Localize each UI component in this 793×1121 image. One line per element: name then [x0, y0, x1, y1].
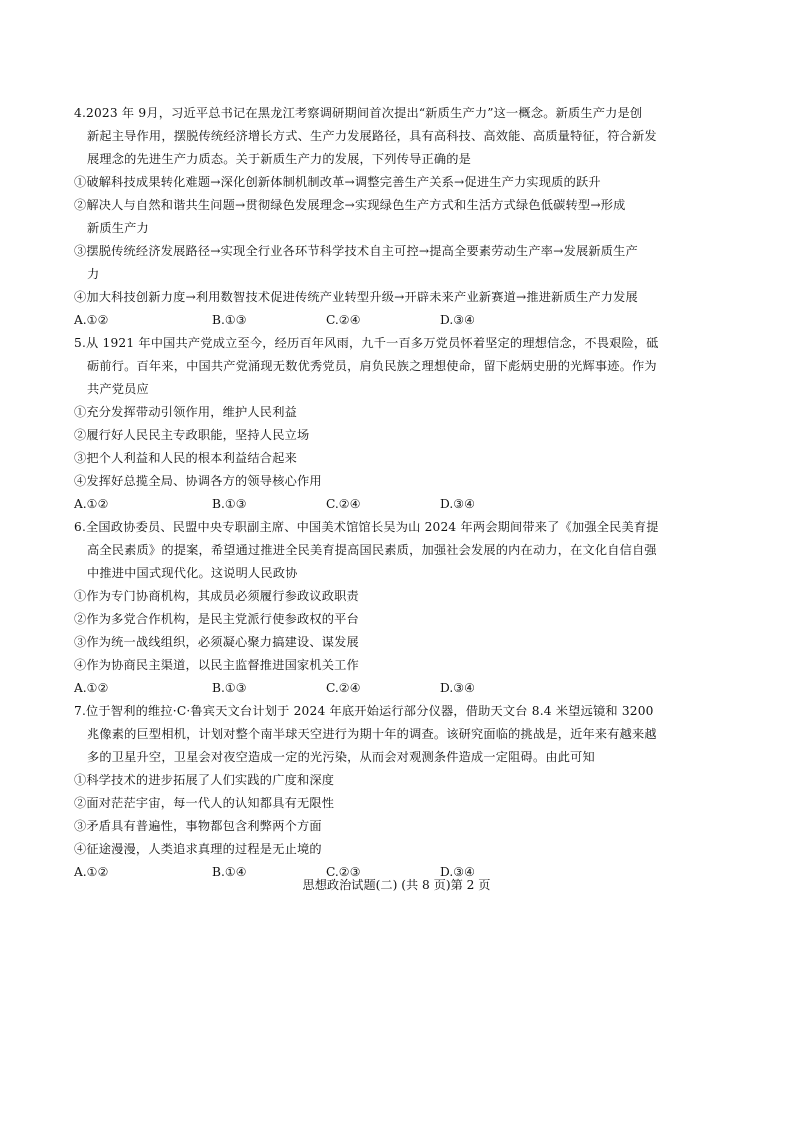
statement-option: ①破解科技成果转化难题→深化创新体制机制改革→调整完善生产关系→促进生产力实现质的跃升 — [74, 175, 601, 189]
answer-choices — [74, 496, 514, 512]
statement-option: ④加大科技创新力度→利用数智技术促进传统产业转型升级→开辟未来产业新赛道→推进新质生产力发展 — [74, 290, 638, 304]
statement-option: ②作为多党合作机构，是民主党派行使参政权的平台 — [74, 612, 359, 626]
answer-choices — [74, 312, 514, 328]
answer-choice-a[interactable]: A.①② — [74, 313, 109, 327]
question-stem-line: 砺前行。百年来，中国共产党涌现无数优秀党员，肩负民族之理想使命，留下彪炳史册的光辉事迹。作为 — [87, 359, 657, 373]
answer-choice-c[interactable]: C.②④ — [326, 313, 361, 327]
statement-option: ③矛盾具有普遍性，事物都包含利弊两个方面 — [74, 819, 322, 833]
answer-choice-c[interactable]: C.②③ — [326, 865, 361, 879]
question-stem-line: 新起主导作用，摆脱传统经济增长方式、生产力发展路径，具有高科技、高效能、高质量特征，符合新发 — [87, 129, 657, 143]
statement-option: ②履行好人民民主专政职能，坚持人民立场 — [74, 428, 310, 442]
question-stem-line: 多的卫星升空，卫星会对夜空造成一定的光污染，从而会对观测条件造成一定阻碍。由此可知 — [87, 750, 595, 764]
statement-option: 新质生产力 — [87, 221, 149, 235]
question-stem-line: 共产党员应 — [87, 382, 149, 396]
statement-option: ④发挥好总揽全局、协调各方的领导核心作用 — [74, 474, 322, 488]
answer-choice-a[interactable]: A.①② — [74, 865, 109, 879]
question-stem-line: 中推进中国式现代化。这说明人民政协 — [87, 566, 298, 580]
statement-option: ③摆脱传统经济发展路径→实现全行业各环节科学技术自主可控→提高全要素劳动生产率→发展新质生产 — [74, 244, 638, 258]
answer-choices — [74, 680, 514, 696]
answer-choice-c[interactable]: C.②④ — [326, 497, 361, 511]
question-stem-line: 兆像素的巨型相机，计划对整个南半球天空进行为期十年的调查。该研究面临的挑战是，近年来有越来越 — [87, 727, 657, 741]
statement-option: ④征途漫漫，人类追求真理的过程是无止境的 — [74, 842, 322, 856]
statement-option: ①作为专门协商机构，其成员必须履行参政议政职责 — [74, 589, 359, 603]
statement-option: ③把个人利益和人民的根本利益结合起来 — [74, 451, 297, 465]
statement-option: ①充分发挥带动引领作用，维护人民利益 — [74, 405, 297, 419]
answer-choice-b[interactable]: B.①③ — [212, 497, 247, 511]
statement-option: ①科学技术的进步拓展了人们实践的广度和深度 — [74, 773, 335, 787]
question-stem-line: 4.2023 年 9月，习近平总书记在黑龙江考察调研期间首次提出“新质生产力”这一概念。新质生产力是创 — [74, 106, 643, 120]
question-stem-line: 6.全国政协委员、民盟中央专职副主席、中国美术馆馆长吴为山 2024 年两会期间带来了《加强全民美育提 — [74, 520, 659, 534]
question-stem-line: 高全民素质》的提案，希望通过推进全民美育提高国民素质，加强社会发展的内在动力，在文化自信自强 — [87, 543, 657, 557]
answer-choice-b[interactable]: B.①③ — [212, 681, 247, 695]
answer-choice-d[interactable]: D.③④ — [440, 313, 476, 327]
statement-option: ②解决人与自然和谐共生问题→贯彻绿色发展理念→实现绿色生产方式和生活方式绿色低碳转型→形成 — [74, 198, 626, 212]
answer-choice-c[interactable]: C.②④ — [326, 681, 361, 695]
answer-choice-a[interactable]: A.①② — [74, 497, 109, 511]
answer-choice-d[interactable]: D.③④ — [440, 681, 476, 695]
answer-choice-a[interactable]: A.①② — [74, 681, 109, 695]
answer-choice-d[interactable]: D.③④ — [440, 497, 476, 511]
answer-choice-b[interactable]: B.①③ — [212, 313, 247, 327]
answer-choice-d[interactable]: D.③④ — [440, 865, 476, 879]
statement-option: ③作为统一战线组织，必须凝心聚力搞建设、谋发展 — [74, 635, 359, 649]
answer-choice-b[interactable]: B.①④ — [212, 865, 247, 879]
statement-option: ②面对茫茫宇宙，每一代人的认知都具有无限性 — [74, 796, 335, 810]
question-stem-line: 7.位于智利的维拉·C·鲁宾天文台计划于 2024 年底开始运行部分仪器，借助天文台 8.4 米望远镜和 3200 — [74, 704, 654, 718]
statement-option: 力 — [87, 267, 100, 281]
statement-option: ④作为协商民主渠道，以民主监督推进国家机关工作 — [74, 658, 359, 672]
question-stem-line: 5.从 1921 年中国共产党成立至今，经历百年风雨，九千一百多万党员怀着坚定的理想信念，不畏艰险，砥 — [74, 336, 659, 350]
page-footer: 思想政治试题(二) (共 8 页)第 2 页 — [302, 878, 491, 892]
question-stem-line: 展理念的先进生产力质态。关于新质生产力的发展，下列传导正确的是 — [87, 152, 472, 166]
